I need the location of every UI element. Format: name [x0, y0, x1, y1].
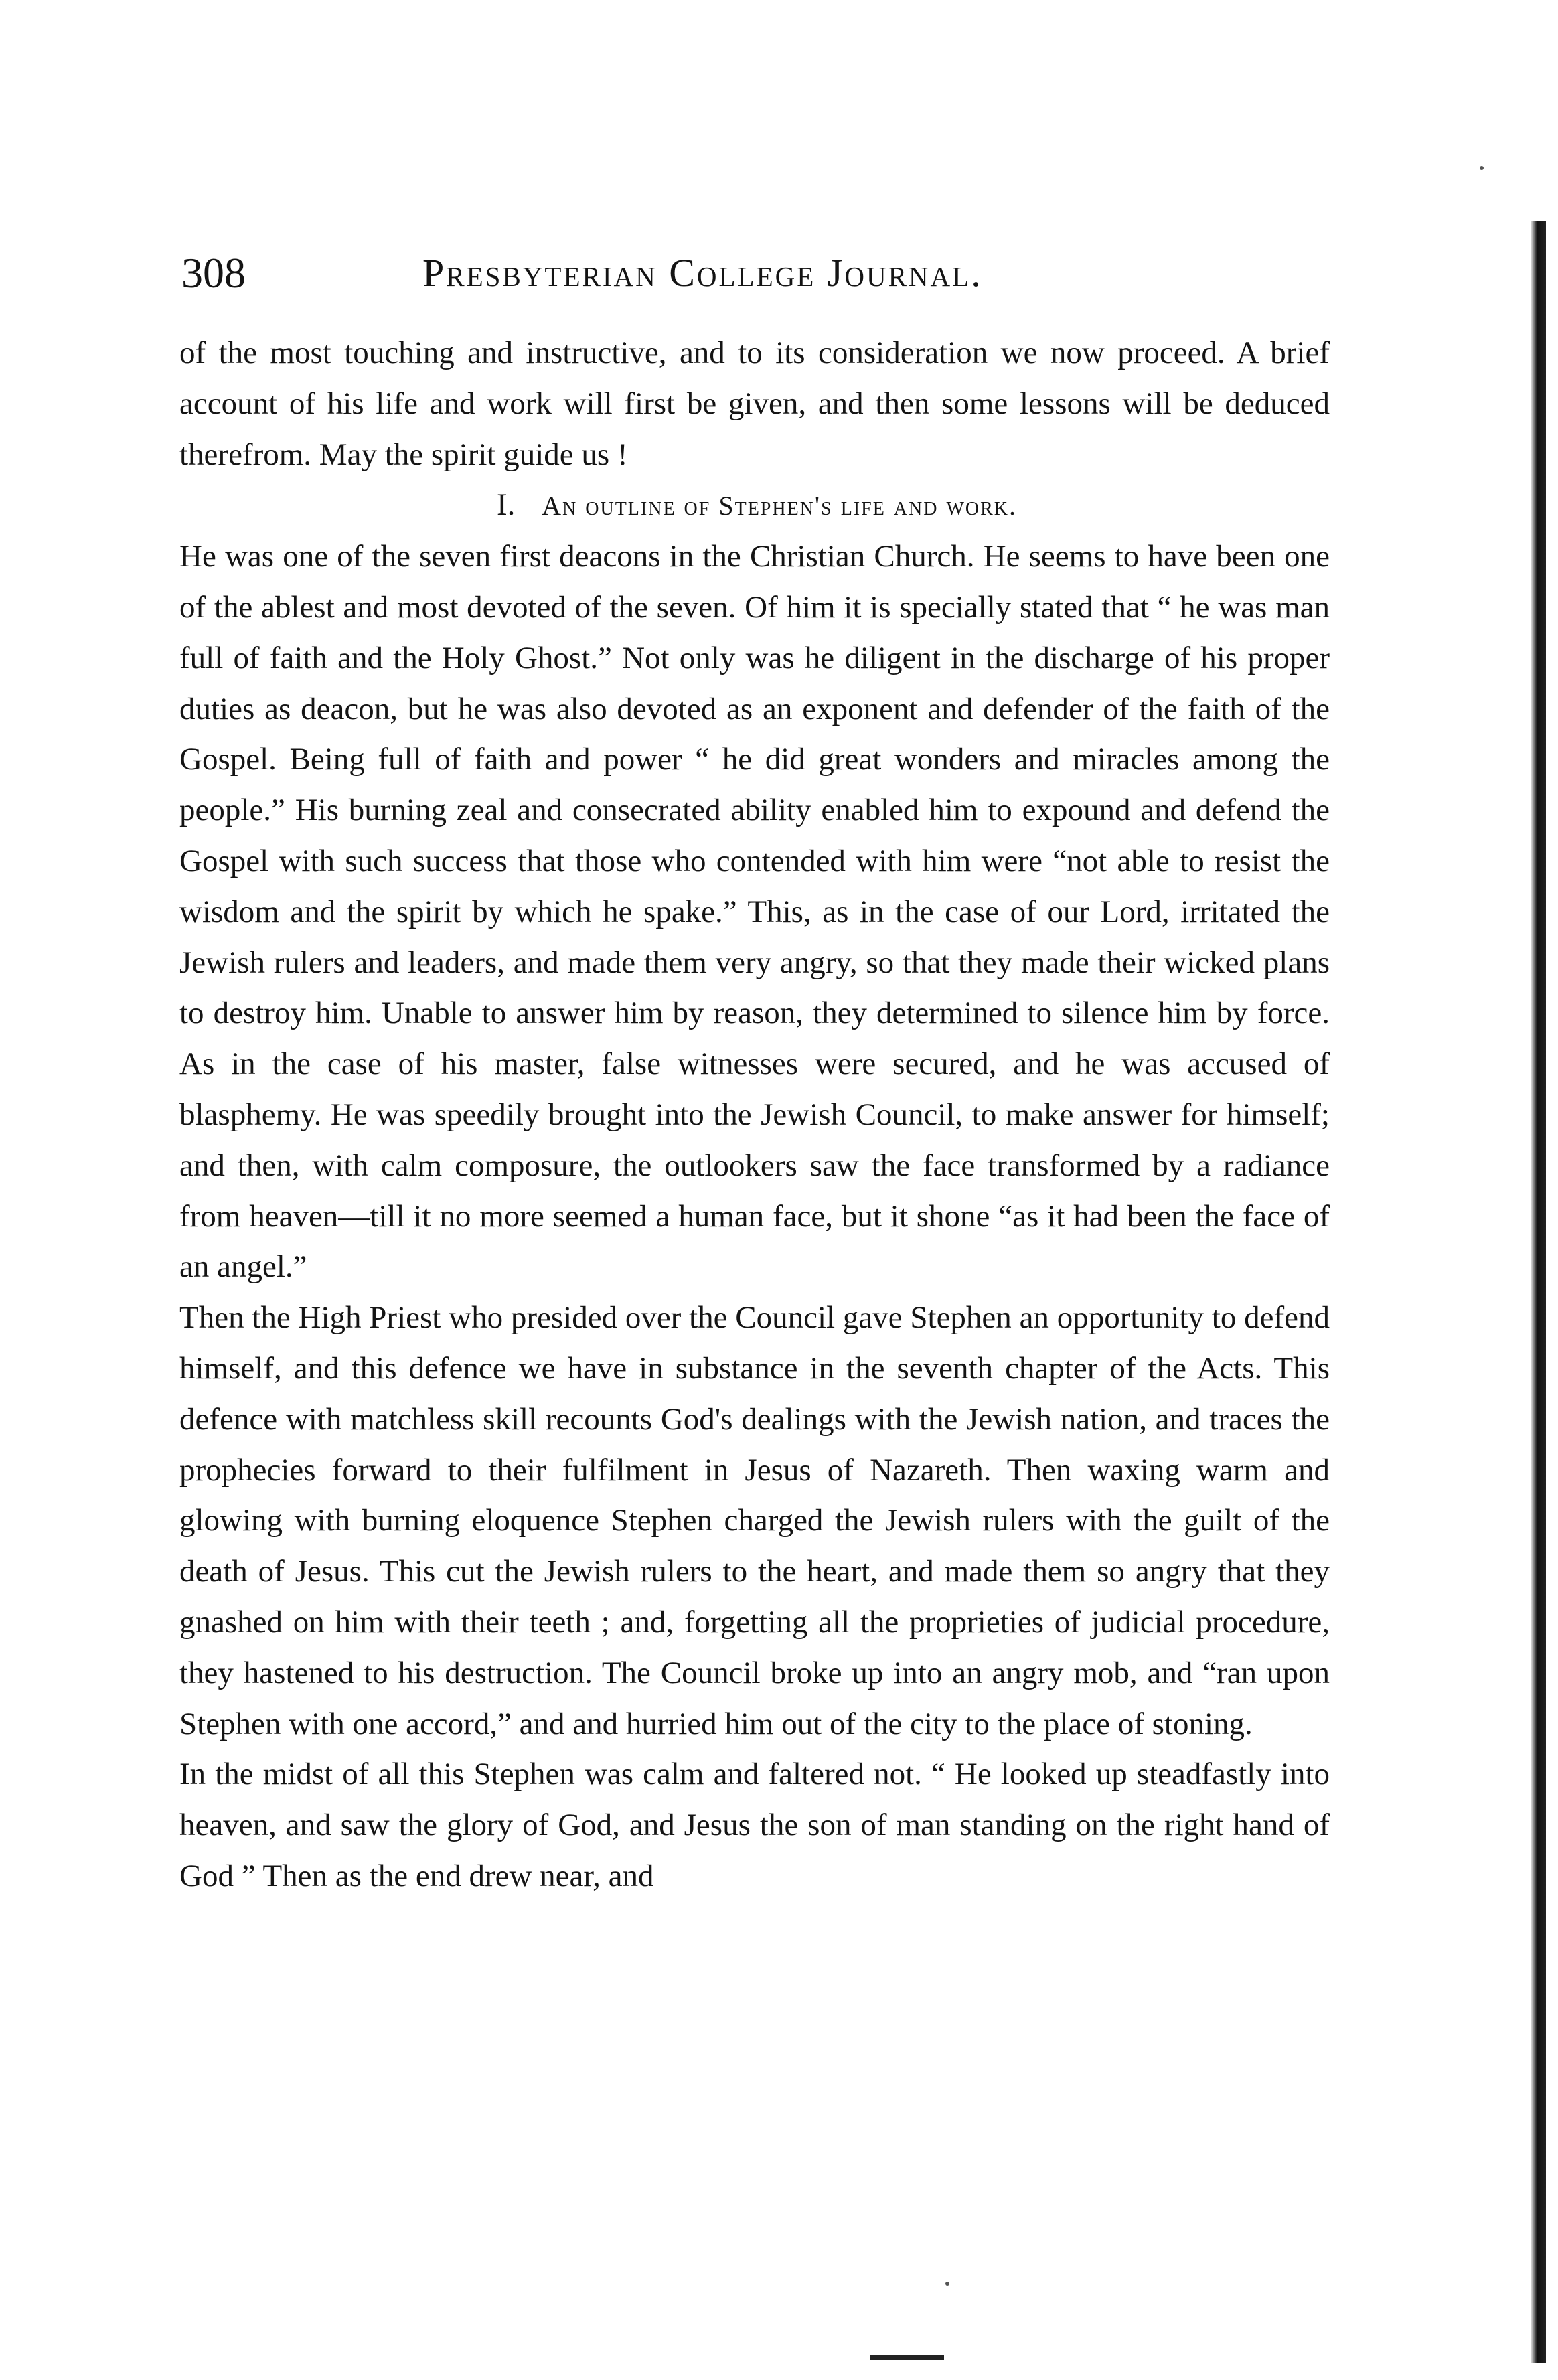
paragraph-4: In the midst of all this Stephen was calm and faltered not. “ He looked up steadfastly into heaven, and saw the glory of God, and Jesus the son of man standing on the right hand of God ” Then as the end drew near, and — [179, 1757, 1330, 1893]
scan-page-edge — [1531, 221, 1546, 2363]
body-text — [179, 328, 1330, 1902]
scan-speck — [1480, 166, 1484, 170]
section-heading — [179, 480, 1330, 532]
scan-mark — [870, 2355, 944, 2360]
section-title: An outline of Stephen's life and work. — [542, 491, 1018, 522]
paragraph-3: Then the High Priest who presided over the Council gave Stephen an opportunity to defend himself, and this defence we have in substance in the seventh chapter of the Acts. This defence with matchless skill recounts God's dealings with the Jewish nation, and traces the prophecies forward to their fulfilment in Jesus of Nazareth. Then waxing warm and glowing with burning eloquence Stephen charged the Jewish rulers with the guilt of the death of Jesus. This cut the Jewish rulers to the heart, and made them so angry that they gnashed on him with their teeth ; and, forgetting all the proprieties of judicial procedure, they hastened to his destruction. The Council broke up into an angry mob, and “ran upon Stephen with one accord,” and and hurried him out of the city to the place of stoning. — [179, 1300, 1330, 1741]
running-title: Presbyterian College Journal. — [422, 251, 983, 295]
scan-speck — [945, 2282, 949, 2286]
paragraph-1: of the most touching and instructive, and to its consideration we now proceed. A brief account of his life and work will first be given, and then some lessons will be deduced therefrom. May the spirit guide us ! — [179, 335, 1330, 472]
page-number: 308 — [181, 249, 246, 297]
paragraph-2: He was one of the seven first deacons in the Christian Church. He seems to have been one of the ablest and most devoted of the seven. Of him it is specially stated that “ he was man full of faith and the Holy Ghost.” Not only was he diligent in the discharge of his proper duties as deacon, but he was also devoted as an exponent and defender of the faith of the Gospel. Being full of faith and power “ he did great wonders and miracles among the people.” His burning zeal and consecrated ability enabled him to expound and defend the Gospel with such success that those who contended with him were “not able to resist the wisdom and the spirit by which he spake.” This, as in the case of our Lord, irritated the Jewish rulers and leaders, and made them very angry, so that they made their wicked plans to destroy him. Unable to answer him by reason, they determined to silence him by force. As in the case of his master, false witnesses were secured, and he was accused of blasphemy. He was speedily brought into the Jewish Council, to make answer for himself; and then, with calm composure, the outlookers saw the face transformed by a radiance from heaven—till it no more seemed a human face, but it shone “as it had been the face of an angel.” — [179, 539, 1330, 1285]
section-number: I. — [497, 487, 516, 523]
page-header — [181, 246, 1353, 300]
